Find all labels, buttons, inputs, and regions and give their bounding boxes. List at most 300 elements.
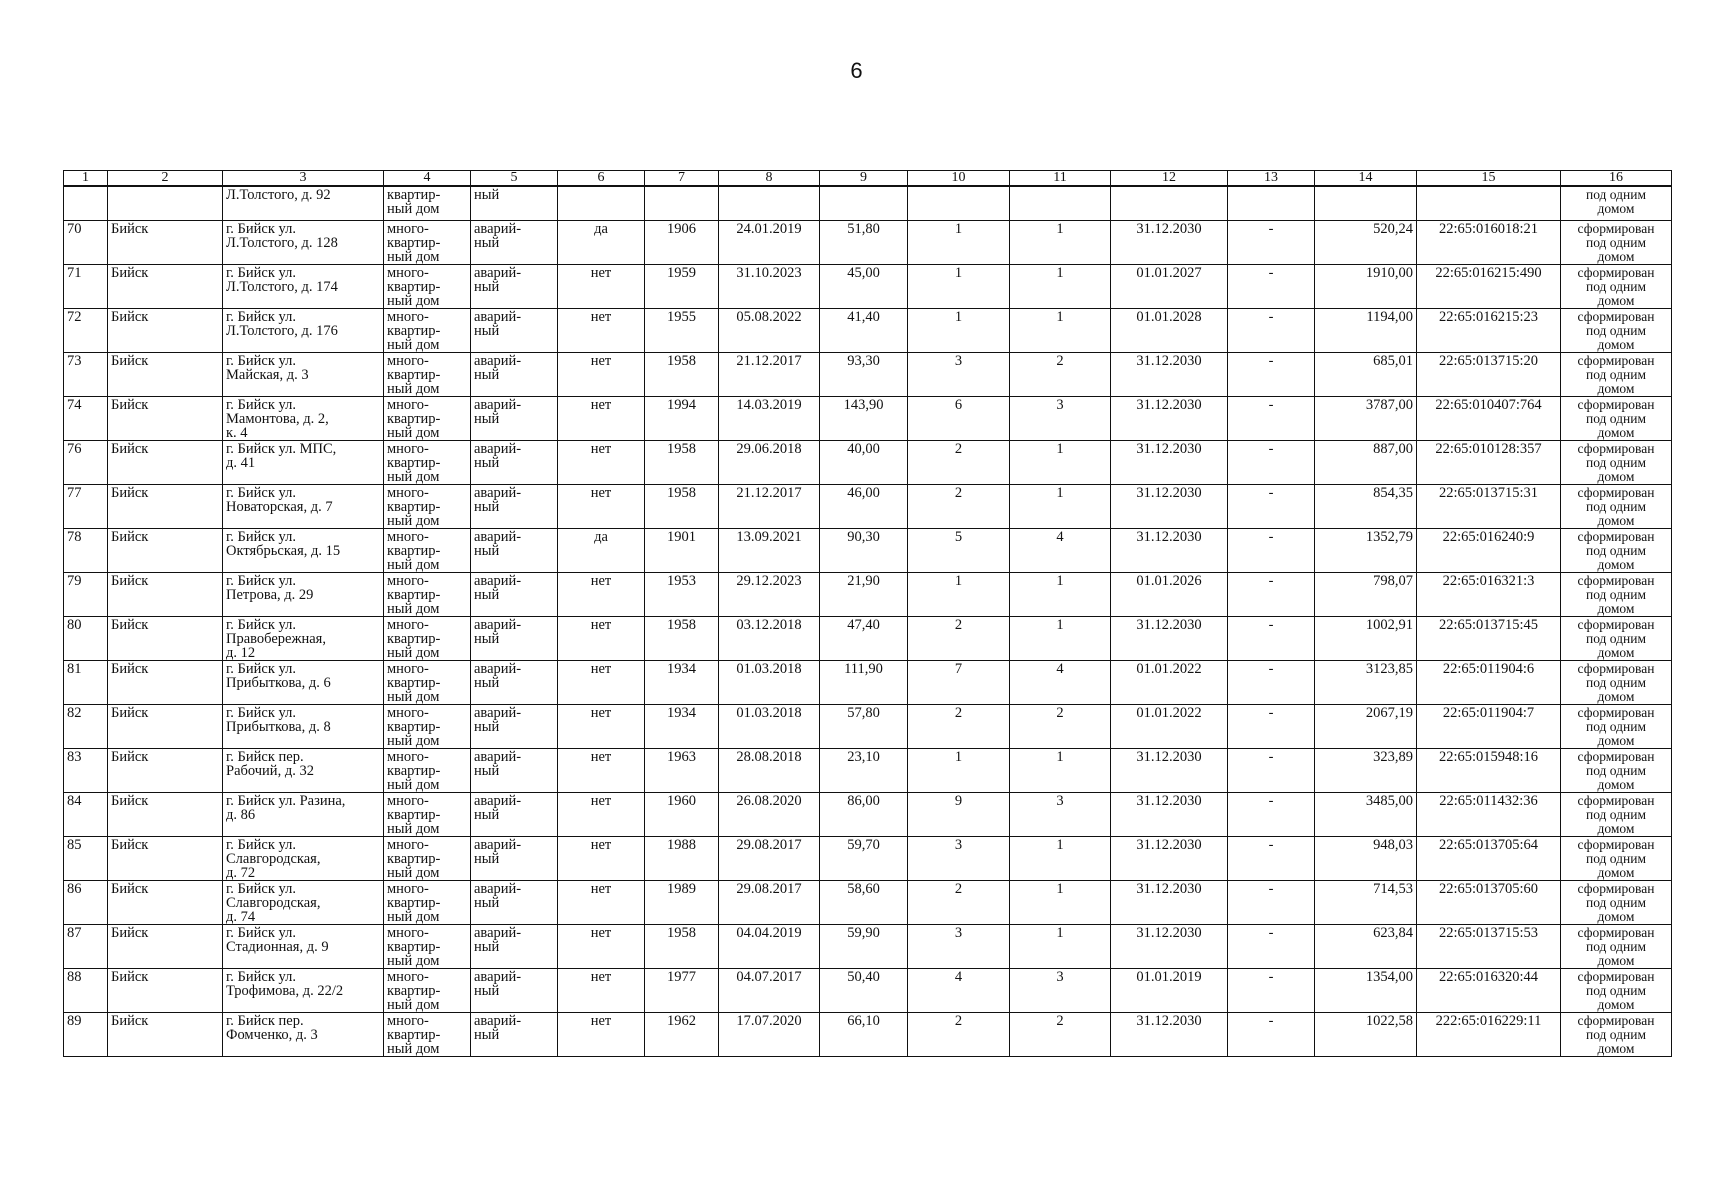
cell-area: 23,10 [820,749,908,793]
cell-date-2: 31.12.2030 [1111,837,1228,881]
table-row [64,705,1672,749]
cell-date-2: 31.12.2030 [1111,529,1228,573]
continuation-row [64,186,1672,221]
cell-condition: аварий- ный [471,969,558,1013]
cell-area: 86,00 [820,793,908,837]
cell-status: сформирован под одним домом [1561,793,1672,837]
cell-col-10: 2 [908,617,1010,661]
table-row [64,881,1672,925]
cell-status: сформирован под одним домом [1561,485,1672,529]
cell-cadastre: 22:65:013705:60 [1417,881,1561,925]
table-body [64,186,1672,1057]
cell-date-1: 05.08.2022 [719,309,820,353]
table-row [64,749,1672,793]
table-row [64,441,1672,485]
cell-empty [1417,186,1561,221]
cell-cadastre: 22:65:011904:7 [1417,705,1561,749]
cell-area: 41,40 [820,309,908,353]
cell-condition: аварий- ный [471,793,558,837]
cell-flag: нет [558,485,645,529]
cell-city: Бийск [108,309,223,353]
cell-status: сформирован под одним домом [1561,749,1672,793]
cell-year: 1989 [645,881,719,925]
cell-date-1: 01.03.2018 [719,705,820,749]
column-header-13: 13 [1228,171,1315,187]
cell-col-11: 2 [1010,1013,1111,1057]
cell-col-10: 2 [908,881,1010,925]
cell-col-13: - [1228,397,1315,441]
cell-num: 77 [64,485,108,529]
cell-col-11: 3 [1010,793,1111,837]
cell-year: 1958 [645,925,719,969]
cell-city: Бийск [108,837,223,881]
cell-date-2: 01.01.2019 [1111,969,1228,1013]
cell-col-10: 1 [908,265,1010,309]
cell-col-14: 3485,00 [1315,793,1417,837]
cell-date-2: 31.12.2030 [1111,485,1228,529]
cell-building-type: много- квартир- ный дом [384,969,471,1013]
cell-city: Бийск [108,661,223,705]
column-header-6: 6 [558,171,645,187]
cell-flag: нет [558,1013,645,1057]
cell-num: 88 [64,969,108,1013]
column-header-15: 15 [1417,171,1561,187]
cell-col-10: 9 [908,793,1010,837]
table-row [64,485,1672,529]
cell-col-13: - [1228,221,1315,265]
cell-col-14: 1354,00 [1315,969,1417,1013]
cell-building-type: много- квартир- ный дом [384,1013,471,1057]
cell-date-1: 21.12.2017 [719,485,820,529]
cell-building-type: много- квартир- ный дом [384,573,471,617]
table-row [64,353,1672,397]
cell-col-11: 1 [1010,221,1111,265]
cell-cadastre: 22:65:013715:31 [1417,485,1561,529]
cell-col-13: - [1228,265,1315,309]
cell-cadastre: 22:65:016215:490 [1417,265,1561,309]
cell-date-1: 29.12.2023 [719,573,820,617]
column-header-8: 8 [719,171,820,187]
cell-building-type: много- квартир- ный дом [384,925,471,969]
cell-col-11: 4 [1010,661,1111,705]
cell-status: сформирован под одним домом [1561,265,1672,309]
cell-flag: нет [558,749,645,793]
cell-status: сформирован под одним домом [1561,529,1672,573]
cell-flag: нет [558,265,645,309]
cell-date-2: 31.12.2030 [1111,353,1228,397]
cell-status: сформирован под одним домом [1561,353,1672,397]
cell-city: Бийск [108,749,223,793]
cell-building-type: много- квартир- ный дом [384,265,471,309]
cell-flag: нет [558,661,645,705]
cell-address: г. Бийск ул. Прибыткова, д. 8 [223,705,384,749]
cell-building-type: много- квартир- ный дом [384,353,471,397]
cell-area: 143,90 [820,397,908,441]
cell-flag: нет [558,617,645,661]
table-row [64,309,1672,353]
cell-flag: нет [558,705,645,749]
column-header-1: 1 [64,171,108,187]
cell-col-10: 5 [908,529,1010,573]
cell-city: Бийск [108,441,223,485]
cell-flag: нет [558,837,645,881]
cell-date-2: 31.12.2030 [1111,441,1228,485]
cell-area: 59,70 [820,837,908,881]
cell-city: Бийск [108,617,223,661]
cell-col-10: 3 [908,353,1010,397]
table-row [64,617,1672,661]
cell-col-11: 1 [1010,309,1111,353]
cell-building-type: много- квартир- ный дом [384,397,471,441]
column-header-14: 14 [1315,171,1417,187]
cell-cadastre: 22:65:016321:3 [1417,573,1561,617]
cell-address: г. Бийск ул. Стадионная, д. 9 [223,925,384,969]
cell-condition: аварий- ный [471,529,558,573]
cell-empty [645,186,719,221]
cell-address: г. Бийск ул. Трофимова, д. 22/2 [223,969,384,1013]
cell-status: сформирован под одним домом [1561,1013,1672,1057]
cell-empty [1228,186,1315,221]
cell-status: под одним домом [1561,186,1672,221]
cell-flag: да [558,221,645,265]
cell-condition: аварий- ный [471,705,558,749]
cell-date-1: 26.08.2020 [719,793,820,837]
cell-date-2: 01.01.2022 [1111,661,1228,705]
cell-city: Бийск [108,353,223,397]
cell-year: 1977 [645,969,719,1013]
cell-year: 1988 [645,837,719,881]
cell-num: 86 [64,881,108,925]
cell-col-14: 948,03 [1315,837,1417,881]
cell-col-13: - [1228,793,1315,837]
cell-date-2: 31.12.2030 [1111,397,1228,441]
cell-date-2: 01.01.2026 [1111,573,1228,617]
column-header-7: 7 [645,171,719,187]
cell-status: сформирован под одним домом [1561,309,1672,353]
cell-address: г. Бийск ул. Октябрьская, д. 15 [223,529,384,573]
cell-col-14: 623,84 [1315,925,1417,969]
table-row [64,529,1672,573]
cell-date-2: 01.01.2022 [1111,705,1228,749]
cell-col-10: 3 [908,837,1010,881]
cell-building-type: много- квартир- ный дом [384,221,471,265]
cell-condition: аварий- ный [471,881,558,925]
cell-date-2: 31.12.2030 [1111,925,1228,969]
cell-cadastre: 22:65:010128:357 [1417,441,1561,485]
cell-area: 66,10 [820,1013,908,1057]
cell-condition: аварий- ный [471,221,558,265]
cell-col-11: 1 [1010,749,1111,793]
cell-date-1: 21.12.2017 [719,353,820,397]
cell-date-2: 31.12.2030 [1111,1013,1228,1057]
cell-year: 1953 [645,573,719,617]
cell-col-10: 1 [908,573,1010,617]
cell-empty [719,186,820,221]
cell-address: г. Бийск пер. Фомченко, д. 3 [223,1013,384,1057]
cell-col-14: 1352,79 [1315,529,1417,573]
cell-condition: аварий- ный [471,1013,558,1057]
cell-col-14: 2067,19 [1315,705,1417,749]
cell-flag: нет [558,309,645,353]
cell-condition: аварий- ный [471,573,558,617]
cell-col-11: 4 [1010,529,1111,573]
cell-condition: аварий- ный [471,617,558,661]
table-row [64,397,1672,441]
column-header-11: 11 [1010,171,1111,187]
cell-date-1: 04.04.2019 [719,925,820,969]
cell-num: 82 [64,705,108,749]
cell-status: сформирован под одним домом [1561,705,1672,749]
cell-cadastre: 22:65:016215:23 [1417,309,1561,353]
column-header-3: 3 [223,171,384,187]
column-header-10: 10 [908,171,1010,187]
cell-col-13: - [1228,353,1315,397]
cell-col-14: 1910,00 [1315,265,1417,309]
cell-col-11: 1 [1010,881,1111,925]
cell-flag: нет [558,353,645,397]
cell-empty [908,186,1010,221]
column-header-16: 16 [1561,171,1672,187]
cell-col-10: 4 [908,969,1010,1013]
cell-col-11: 1 [1010,925,1111,969]
cell-building-type: много- квартир- ный дом [384,441,471,485]
cell-condition: аварий- ный [471,485,558,529]
cell-col-11: 2 [1010,705,1111,749]
cell-cadastre: 22:65:013705:64 [1417,837,1561,881]
cell-date-1: 29.08.2017 [719,837,820,881]
cell-building-type: квартир- ный дом [384,186,471,221]
cell-year: 1963 [645,749,719,793]
cell-area: 93,30 [820,353,908,397]
cell-col-13: - [1228,749,1315,793]
cell-cadastre: 22:65:016240:9 [1417,529,1561,573]
cell-area: 46,00 [820,485,908,529]
table-row [64,925,1672,969]
cell-condition: ный [471,186,558,221]
cell-col-13: - [1228,529,1315,573]
cell-flag: нет [558,969,645,1013]
cell-num: 70 [64,221,108,265]
cell-year: 1934 [645,705,719,749]
cell-city: Бийск [108,705,223,749]
cell-col-14: 854,35 [1315,485,1417,529]
cell-col-11: 1 [1010,265,1111,309]
cell-cadastre: 22:65:013715:53 [1417,925,1561,969]
cell-col-11: 1 [1010,617,1111,661]
cell-cadastre: 22:65:016320:44 [1417,969,1561,1013]
cell-num: 71 [64,265,108,309]
cell-address: г. Бийск ул. Л.Толстого, д. 128 [223,221,384,265]
cell-address: г. Бийск ул. Разина, д. 86 [223,793,384,837]
cell-flag: нет [558,573,645,617]
cell-cadastre: 22:65:015948:16 [1417,749,1561,793]
cell-building-type: много- квартир- ный дом [384,837,471,881]
cell-status: сформирован под одним домом [1561,969,1672,1013]
cell-status: сформирован под одним домом [1561,925,1672,969]
cell-empty [1315,186,1417,221]
cell-col-10: 1 [908,221,1010,265]
cell-col-11: 3 [1010,397,1111,441]
cell-empty [820,186,908,221]
cell-col-14: 520,24 [1315,221,1417,265]
cell-area: 21,90 [820,573,908,617]
cell-area: 50,40 [820,969,908,1013]
cell-address: г. Бийск ул. Славгородская, д. 74 [223,881,384,925]
table-row [64,969,1672,1013]
cell-city [108,186,223,221]
column-header-5: 5 [471,171,558,187]
cell-col-13: - [1228,441,1315,485]
cell-col-10: 2 [908,441,1010,485]
cell-num: 89 [64,1013,108,1057]
cell-col-10: 2 [908,1013,1010,1057]
housing-table [63,170,1672,1057]
cell-date-1: 17.07.2020 [719,1013,820,1057]
cell-col-13: - [1228,661,1315,705]
cell-date-2: 31.12.2030 [1111,793,1228,837]
cell-area: 111,90 [820,661,908,705]
cell-condition: аварий- ный [471,661,558,705]
cell-city: Бийск [108,969,223,1013]
cell-date-1: 31.10.2023 [719,265,820,309]
cell-col-14: 685,01 [1315,353,1417,397]
cell-date-1: 28.08.2018 [719,749,820,793]
cell-condition: аварий- ный [471,749,558,793]
cell-area: 57,80 [820,705,908,749]
cell-condition: аварий- ный [471,837,558,881]
cell-address: г. Бийск ул. МПС, д. 41 [223,441,384,485]
cell-date-2: 01.01.2028 [1111,309,1228,353]
cell-city: Бийск [108,529,223,573]
cell-col-14: 714,53 [1315,881,1417,925]
cell-city: Бийск [108,1013,223,1057]
cell-col-14: 1022,58 [1315,1013,1417,1057]
cell-cadastre: 22:65:010407:764 [1417,397,1561,441]
cell-year: 1934 [645,661,719,705]
cell-building-type: много- квартир- ный дом [384,793,471,837]
cell-num: 79 [64,573,108,617]
cell-year: 1901 [645,529,719,573]
cell-city: Бийск [108,881,223,925]
cell-city: Бийск [108,265,223,309]
cell-col-14: 798,07 [1315,573,1417,617]
cell-building-type: много- квартир- ный дом [384,749,471,793]
cell-date-1: 29.06.2018 [719,441,820,485]
cell-date-1: 29.08.2017 [719,881,820,925]
cell-col-10: 7 [908,661,1010,705]
cell-address: г. Бийск ул. Правобережная, д. 12 [223,617,384,661]
cell-date-1: 13.09.2021 [719,529,820,573]
cell-col-13: - [1228,705,1315,749]
cell-city: Бийск [108,793,223,837]
column-number-header [64,171,1672,187]
cell-flag: нет [558,925,645,969]
cell-city: Бийск [108,485,223,529]
cell-address: Л.Толстого, д. 92 [223,186,384,221]
cell-col-13: - [1228,925,1315,969]
cell-col-13: - [1228,1013,1315,1057]
cell-city: Бийск [108,397,223,441]
column-header-9: 9 [820,171,908,187]
cell-status: сформирован под одним домом [1561,837,1672,881]
cell-address: г. Бийск ул. Майская, д. 3 [223,353,384,397]
cell-col-13: - [1228,573,1315,617]
cell-building-type: много- квартир- ный дом [384,617,471,661]
cell-address: г. Бийск ул. Петрова, д. 29 [223,573,384,617]
cell-date-2: 31.12.2030 [1111,617,1228,661]
cell-address: г. Бийск ул. Новаторская, д. 7 [223,485,384,529]
cell-condition: аварий- ный [471,309,558,353]
cell-year: 1958 [645,441,719,485]
cell-flag: нет [558,397,645,441]
column-header-2: 2 [108,171,223,187]
cell-num: 84 [64,793,108,837]
cell-col-11: 1 [1010,485,1111,529]
cell-address: г. Бийск ул. Л.Толстого, д. 174 [223,265,384,309]
cell-area: 45,00 [820,265,908,309]
cell-area: 59,90 [820,925,908,969]
cell-address: г. Бийск ул. Мамонтова, д. 2, к. 4 [223,397,384,441]
cell-year: 1955 [645,309,719,353]
cell-col-13: - [1228,881,1315,925]
cell-col-14: 1002,91 [1315,617,1417,661]
cell-empty [1010,186,1111,221]
cell-flag: нет [558,441,645,485]
cell-year: 1958 [645,617,719,661]
table-row [64,1013,1672,1057]
cell-col-11: 2 [1010,353,1111,397]
cell-status: сформирован под одним домом [1561,661,1672,705]
cell-flag: нет [558,881,645,925]
cell-date-2: 31.12.2030 [1111,749,1228,793]
column-header-12: 12 [1111,171,1228,187]
cell-area: 51,80 [820,221,908,265]
cell-col-14: 887,00 [1315,441,1417,485]
cell-num: 78 [64,529,108,573]
cell-year: 1960 [645,793,719,837]
table-row [64,837,1672,881]
cell-building-type: много- квартир- ный дом [384,309,471,353]
cell-status: сформирован под одним домом [1561,221,1672,265]
cell-col-11: 1 [1010,573,1111,617]
cell-cadastre: 222:65:016229:11 [1417,1013,1561,1057]
cell-col-13: - [1228,617,1315,661]
cell-col-11: 1 [1010,837,1111,881]
cell-num: 81 [64,661,108,705]
cell-city: Бийск [108,925,223,969]
cell-condition: аварий- ный [471,397,558,441]
cell-year: 1994 [645,397,719,441]
cell-cadastre: 22:65:013715:45 [1417,617,1561,661]
cell-num: 80 [64,617,108,661]
cell-year: 1906 [645,221,719,265]
cell-date-1: 14.03.2019 [719,397,820,441]
cell-condition: аварий- ный [471,265,558,309]
cell-date-1: 03.12.2018 [719,617,820,661]
cell-col-14: 1194,00 [1315,309,1417,353]
cell-cadastre: 22:65:016018:21 [1417,221,1561,265]
cell-col-10: 3 [908,925,1010,969]
cell-address: г. Бийск ул. Славгородская, д. 72 [223,837,384,881]
cell-condition: аварий- ный [471,353,558,397]
cell-num: 76 [64,441,108,485]
cell-cadastre: 22:65:011904:6 [1417,661,1561,705]
cell-year: 1962 [645,1013,719,1057]
cell-col-10: 6 [908,397,1010,441]
cell-num: 83 [64,749,108,793]
cell-num: 73 [64,353,108,397]
cell-flag: да [558,529,645,573]
